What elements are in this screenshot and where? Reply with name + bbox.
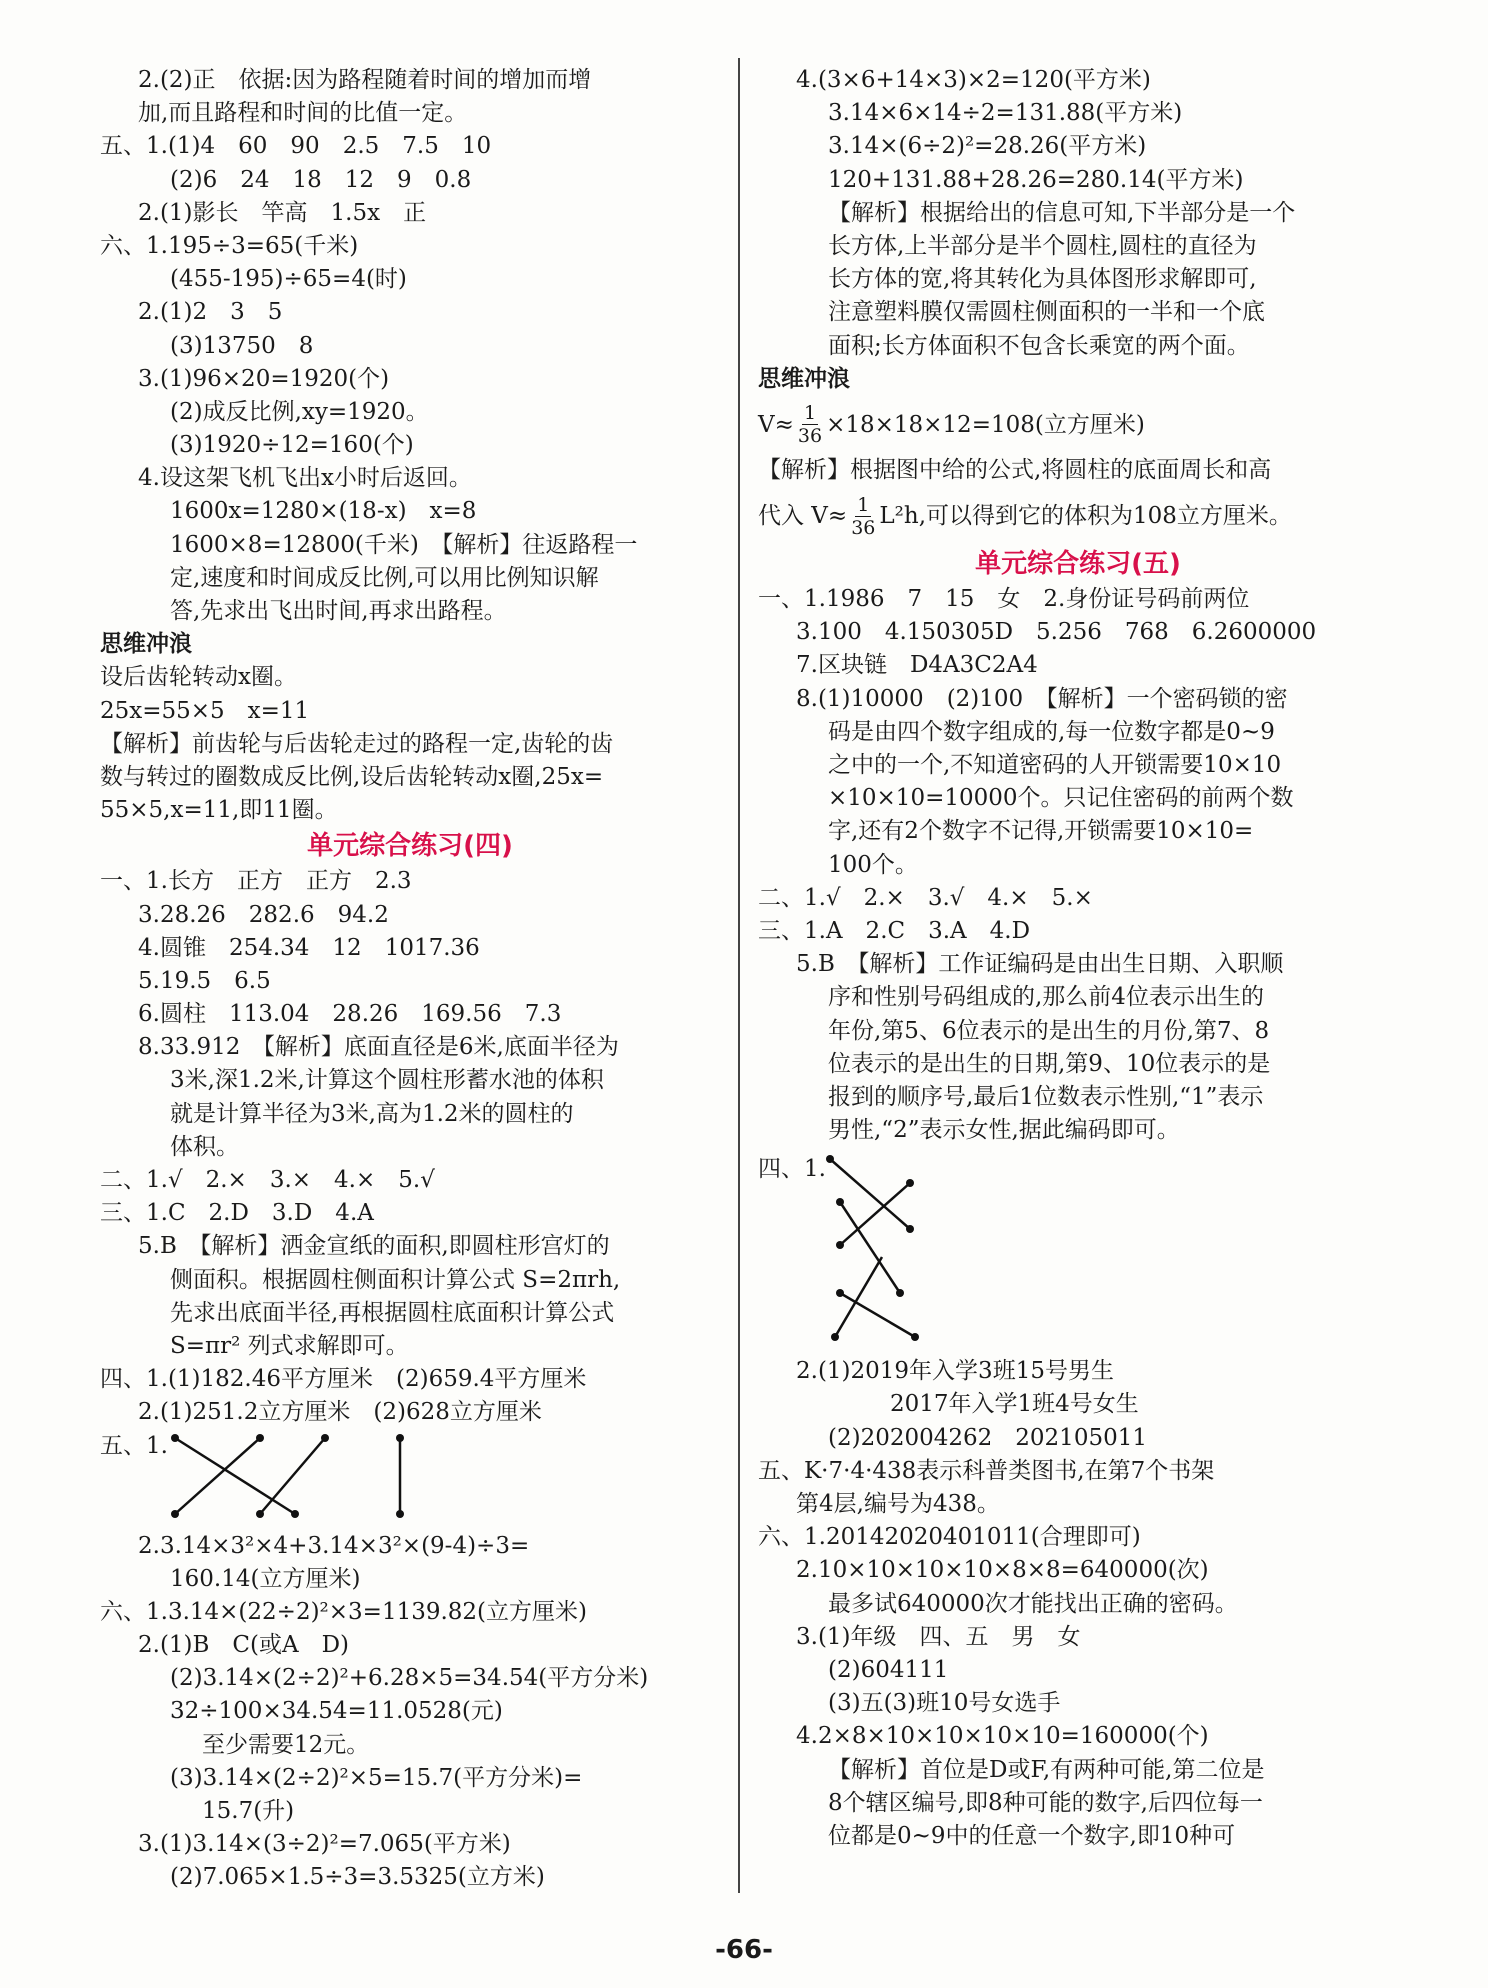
text-line: 100个。 (828, 851, 918, 878)
text-line: 15.7(升) (202, 1798, 295, 1824)
text-line: 码是由四个数字组成的,每一位数字都是0~9 (828, 718, 1275, 745)
text-line: 长方体的宽,将其转化为具体图形求解即可, (828, 266, 1257, 293)
text-line: ×10×10=10000个。只记住密码的前两个数 (828, 785, 1294, 812)
fraction-denominator: 36 (797, 425, 823, 448)
right-column (758, 64, 1398, 1853)
text-line: 六、1.20142020401011(合理即可) (758, 1524, 1141, 1551)
text-line: 2017年入学1班4号女生 (890, 1391, 1139, 1418)
match-line (175, 1438, 260, 1514)
text-line: 2.(1)2019年入学3班15号男生 (796, 1358, 1114, 1385)
fraction-denominator: 36 (851, 516, 876, 539)
text-line: 侧面积。根据圆柱侧面积计算公式 S=2πrh, (170, 1266, 621, 1293)
text-line: 2.(1)251.2立方厘米 (2)628立方厘米 (138, 1399, 542, 1426)
text-line: 一、1.长方 正方 正方 2.3 (100, 868, 412, 895)
match-dot (836, 1198, 844, 1206)
text-line: 四、1.(1)182.46平方厘米 (2)659.4平方厘米 (100, 1366, 587, 1393)
text-line: (2)3.14×(2÷2)²+6.28×5=34.54(平方分米) (170, 1665, 649, 1692)
text-line: (2)7.065×1.5÷3=3.5325(立方米) (170, 1864, 545, 1891)
match-line (175, 1438, 295, 1514)
match-dot (826, 1155, 834, 1163)
match-dot (906, 1179, 914, 1187)
text-line: 【解析】首位是D或F,有两种可能,第二位是 (828, 1756, 1265, 1783)
text-line: 至少需要12元。 (202, 1731, 370, 1758)
formula-prefix: V≈ (758, 411, 794, 438)
text-line: 2.10×10×10×10×8×8=640000(次) (796, 1557, 1209, 1584)
text-line: 定,速度和时间成反比例,可以用比例知识解 (170, 564, 599, 591)
fraction (851, 494, 875, 539)
fraction (798, 402, 822, 447)
text-line: 3.14×6×14÷2=131.88(平方米) (828, 100, 1183, 127)
match-dot (836, 1289, 844, 1297)
column-divider (738, 58, 740, 1893)
text-line: 2.(1)B C(或A D) (138, 1632, 350, 1659)
page-number: -66- (715, 1935, 773, 1965)
text-line: 1600x=1280×(18-x) x=8 (170, 498, 477, 525)
text-line: 3.(1)3.14×(3÷2)²=7.065(平方米) (138, 1831, 511, 1858)
text-line: 4.设这架飞机飞出x小时后返回。 (138, 465, 472, 492)
text-line: 设后齿轮转动x圈。 (100, 664, 297, 691)
text-line: 一、1.1986 7 15 女 2.身份证号码前两位 (758, 586, 1250, 613)
text-line: (3)五(3)班10号女选手 (828, 1690, 1061, 1717)
text-line: 三、1.A 2.C 3.A 4.D (758, 917, 1031, 944)
text-line: 二、1.√ 2.× 3.× 4.× 5.√ (100, 1167, 435, 1193)
matching-diagram-left (100, 1430, 720, 1530)
text-line: 4.2×8×10×10×10×10=160000(个) (796, 1723, 1209, 1750)
text-line: 长方体,上半部分是半个圆柱,圆柱的直径为 (828, 232, 1257, 259)
text-line: (2)202004262 202105011 (828, 1424, 1147, 1451)
match-dot (171, 1510, 179, 1518)
text-line: 五、K·7·4·438表示科普类图书,在第7个书架 (758, 1457, 1215, 1484)
text-line: 就是计算半径为3米,高为1.2米的圆柱的 (170, 1100, 574, 1127)
match-dot (911, 1333, 919, 1341)
match-line (835, 1257, 882, 1337)
text-line: 四、1. (758, 1156, 826, 1183)
text-line: (3)3.14×(2÷2)²×5=15.7(平方分米)= (170, 1764, 583, 1791)
text-line: 8.(1)10000 (2)100 【解析】一个密码锁的密 (796, 685, 1288, 712)
text-line: 二、1.√ 2.× 3.√ 4.× 5.× (758, 884, 1093, 911)
text-line: (2)6 24 18 12 9 0.8 (170, 166, 472, 193)
matching-lines (820, 1147, 960, 1355)
text-line: 120+131.88+28.26=280.14(平方米) (828, 166, 1244, 193)
text-line: 字,还有2个数字不记得,开锁需要10×10= (828, 818, 1254, 845)
text-line: 2.(2)正 依据:因为路程随着时间的增加而增 (138, 67, 592, 93)
match-dot (396, 1510, 404, 1518)
match-dot (256, 1510, 264, 1518)
match-dot (831, 1333, 839, 1341)
text-line: 3.14×(6÷2)²=28.26(平方米) (828, 133, 1147, 160)
match-line (840, 1293, 915, 1337)
text-line: 序和性别号码组成的,那么前4位表示出生的 (828, 984, 1264, 1011)
section-title: 单元综合练习(四) (307, 831, 513, 862)
text-line: 六、1.3.14×(22÷2)²×3=1139.82(立方厘米) (100, 1598, 587, 1625)
text-line: 4.(3×6+14×3)×2=120(平方米) (796, 67, 1151, 93)
text-line: 报到的顺序号,最后1位数表示性别,“1”表示 (828, 1083, 1264, 1110)
formula-suffix: L²h,可以得到它的体积为108立方厘米。 (879, 503, 1292, 530)
text-line: 注意塑料膜仅需圆柱侧面积的一半和一个底 (828, 299, 1265, 326)
text-line: 位表示的是出生的日期,第9、10位表示的是 (828, 1050, 1271, 1077)
fraction-numerator: 1 (803, 402, 817, 425)
text-line: (455-195)÷65=4(时) (170, 266, 407, 293)
text-line: 年份,第5、6位表示的是出生的月份,第7、8 (828, 1017, 1270, 1044)
text-line: S=πr² 列式求解即可。 (170, 1332, 409, 1359)
text-line: 【解析】根据图中给的公式,将圆柱的底面周长和高 (758, 456, 1272, 483)
text-line: 5.B 【解析】工作证编码是由出生日期、入职顺 (796, 951, 1284, 978)
text-line: 五、1.(1)4 60 90 2.5 7.5 10 (100, 133, 492, 160)
text-line: 数与转过的圈数成反比例,设后齿轮转动x圈,25x= (100, 763, 604, 790)
match-dot (291, 1510, 299, 1518)
match-dot (321, 1434, 329, 1442)
match-dot (256, 1434, 264, 1442)
text-line: 3.(1)年级 四、五 男 女 (796, 1623, 1081, 1650)
text-line: 2.3.14×3²×4+3.14×3²×(9-4)÷3= (138, 1532, 530, 1559)
left-column (100, 64, 720, 1895)
match-dot (906, 1225, 914, 1233)
text-line: 1600×8=12800(千米) 【解析】往返路程一 (170, 531, 638, 558)
match-dot (171, 1434, 179, 1442)
text-line: 55×5,x=11,即11圈。 (100, 797, 338, 824)
text-line: 7.区块链 D4A3C2A4 (796, 652, 1038, 679)
text-line: 32÷100×34.54=11.0528(元) (170, 1698, 503, 1725)
formula-prefix: 代入 V≈ (758, 503, 848, 530)
text-line: 2.(1)2 3 5 (138, 299, 283, 326)
text-line: 6.圆柱 113.04 28.26 169.56 7.3 (138, 1001, 562, 1028)
text-line: 2.(1)影长 竿高 1.5x 正 (138, 199, 427, 226)
match-dot (396, 1434, 404, 1442)
text-line: 体积。 (170, 1133, 239, 1160)
text-line: 五、1. (100, 1432, 168, 1459)
text-line: 面积;长方体面积不包含长乘宽的两个面。 (828, 332, 1250, 359)
text-line: (3)13750 8 (170, 332, 314, 359)
formula-line (758, 396, 1398, 454)
text-line: 5.B 【解析】洒金宣纸的面积,即圆柱形宫灯的 (138, 1233, 610, 1260)
text-line: 之中的一个,不知道密码的人开锁需要10×10 (828, 752, 1282, 778)
text-line: 【解析】根据给出的信息可知,下半部分是一个 (828, 199, 1296, 226)
text-line: 【解析】前齿轮与后齿轮走过的路程一定,齿轮的齿 (100, 730, 614, 757)
section-heading: 思维冲浪 (758, 365, 850, 392)
text-line: 8个辖区编号,即8种可能的数字,后四位每一 (828, 1789, 1263, 1816)
text-line: 第4层,编号为438。 (796, 1491, 1000, 1517)
matching-lines (160, 1430, 420, 1530)
text-line: 加,而且路程和时间的比值一定。 (138, 100, 468, 127)
text-line: 男性,“2”表示女性,据此编码即可。 (828, 1117, 1180, 1144)
text-line: 25x=55×5 x=11 (100, 697, 310, 724)
fraction-numerator: 1 (857, 493, 870, 516)
matching-diagram-right (758, 1147, 1398, 1355)
text-line: 六、1.195÷3=65(千米) (100, 232, 359, 259)
section-title: 单元综合练习(五) (975, 549, 1181, 580)
section-heading: 思维冲浪 (100, 631, 192, 658)
text-line: 答,先求出飞出时间,再求出路程。 (170, 598, 507, 624)
text-line: (2)604111 (828, 1656, 949, 1683)
match-dot (836, 1241, 844, 1249)
text-line: 8.33.912 【解析】底面直径是6米,底面半径为 (138, 1034, 619, 1061)
text-line: 先求出底面半径,再根据圆柱底面积计算公式 (170, 1299, 615, 1326)
match-dot (896, 1289, 904, 1297)
text-line: 3.28.26 282.6 94.2 (138, 901, 389, 928)
text-line: 5.19.5 6.5 (138, 967, 271, 994)
text-line: 3.(1)96×20=1920(个) (138, 365, 390, 392)
text-line: (3)1920÷12=160(个) (170, 432, 414, 459)
text-line: 160.14(立方厘米) (170, 1565, 361, 1592)
text-line: 4.圆锥 254.34 12 1017.36 (138, 934, 480, 961)
formula-suffix: ×18×18×12=108(立方厘米) (826, 411, 1145, 438)
text-line: (2)成反比例,xy=1920。 (170, 398, 429, 425)
match-line (260, 1438, 325, 1514)
text-line: 3米,深1.2米,计算这个圆柱形蓄水池的体积 (170, 1067, 604, 1094)
text-line: 3.100 4.150305D 5.256 768 6.2600000 (796, 619, 1317, 646)
text-line: 位都是0~9中的任意一个数字,即10种可 (828, 1822, 1236, 1849)
text-line: 三、1.C 2.D 3.D 4.A (100, 1200, 374, 1227)
text-line: 最多试640000次才能找出正确的密码。 (828, 1590, 1238, 1617)
match-line (840, 1183, 910, 1245)
formula-line (758, 487, 1398, 545)
